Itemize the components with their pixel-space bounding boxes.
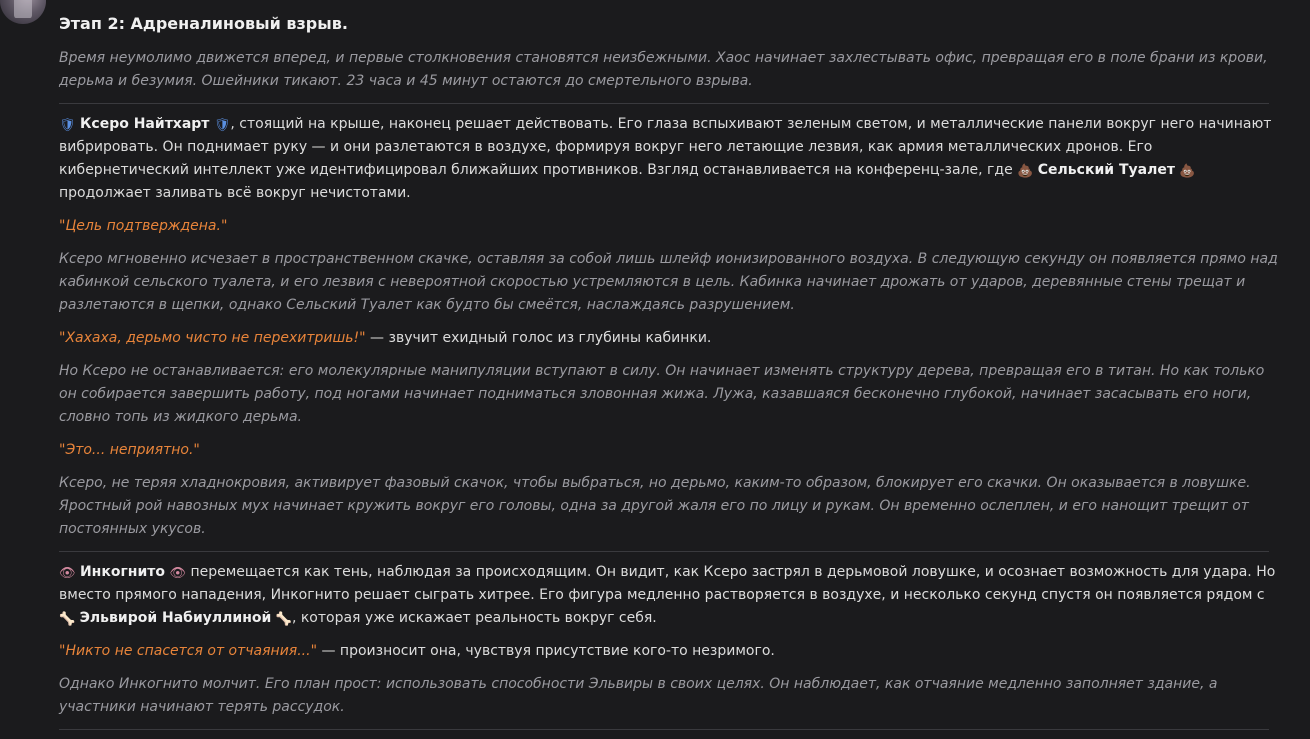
quote-tail: — произносит она, чувствуя присутствие кого-то незримого.: [317, 643, 775, 659]
quote-line: "Цель подтверждена.": [59, 218, 228, 234]
quote-line: "Никто не спасется от отчаяния...": [59, 643, 318, 659]
shield-icon: 🛡: [213, 118, 231, 133]
bone-icon: 🦴: [59, 612, 76, 627]
eye-icon: 👁: [169, 566, 186, 581]
message-title: Этап 2: Адреналиновый взрыв.: [59, 14, 348, 33]
divider: [59, 729, 1269, 730]
divider: [59, 551, 1269, 552]
narration: Ксеро мгновенно исчезает в пространственном скачке, оставляя за собой лишь шлейф ионизированного воздуха. В следующую секунду он появляется прямо над кабинкой сельского туалета, и его лезвия с невероятной скоростью устремляются в цель. Кабинка начинает дрожать от ударов, деревянные стены трещат и разлетаются в щепки, однако Сельский Туалет как будто бы смеётся, наслаждаясь разрушением.: [59, 251, 1278, 313]
narration: Ксеро, не теряя хладнокровия, активирует фазовый скачок, чтобы выбраться, но дерьмо, каким-то образом, блокирует его скачки. Он оказывается в ловушке. Яростный рой навозных мух начинает кружить вокруг его головы, одна за другой жаля его по лицу и рукам. Он временно ослеплен, и его нанощит трещит от постоянных укусов.: [59, 475, 1251, 537]
character-name-toilet: Сельский Туалет: [1037, 162, 1175, 178]
paragraph-incognito: [59, 561, 1279, 630]
paragraph-xero: [59, 113, 1279, 205]
quote-line: "Хахаха, дерьмо чисто не перехитришь!": [59, 330, 366, 346]
avatar[interactable]: [0, 0, 46, 24]
quote-tail: — звучит ехидный голос из глубины кабинки.: [365, 330, 712, 346]
intro-narration: Время неумолимо движется вперед, и первые столкновения становятся неизбежными. Хаос начинает захлестывать офис, превращая его в поле брани из крови, дерьма и безумия. Ошейники тикают. 23 часа и 45 минут остаются до смертельного взрыва.: [59, 50, 1268, 89]
poop-icon: 💩: [1179, 164, 1196, 179]
divider: [59, 103, 1269, 104]
eye-icon: 👁: [59, 566, 76, 581]
quote-paragraph: [59, 327, 1279, 350]
narration: Однако Инкогнито молчит. Его план прост: использовать способности Эльвиры в своих целях. Он наблюдает, как отчаяние медленно заполняет здание, а участники начинают терять рассудок.: [59, 676, 1218, 715]
bone-icon: 🦴: [275, 612, 292, 627]
paragraph-text: перемещается как тень, наблюдая за происходящим. Он видит, как Ксеро застрял в дерьмовой ловушке, и осознает возможность для удара. Но вместо прямого нападения, Инкогнито решает сыграть хитрее. Его фигура медленно растворяется в воздухе, и несколько секунд спустя он появляется рядом с: [59, 564, 1276, 603]
paragraph-text: , стоящий на крыше, наконец решает действовать. Его глаза вспыхивают зеленым светом, и металлические панели вокруг него начинают вибрировать. Он поднимает руку — и они разлетаются в воздухе, формируя вокруг него летающие лезвия, как армия металлических дронов. Его кибернетический интеллект уже идентифицировал ближайших противников. Взгляд останавливается на конференц-зале, где: [59, 116, 1272, 178]
character-name-xero: Ксеро Найтхарт: [79, 116, 210, 132]
chat-message: [59, 12, 1279, 739]
poop-icon: 💩: [1017, 164, 1034, 179]
quote-paragraph: [59, 640, 1279, 663]
shield-icon: 🛡: [59, 118, 76, 133]
character-name-elvira: Эльвирой Набиуллиной: [79, 610, 272, 626]
narration: Но Ксеро не останавливается: его молекулярные манипуляции вступают в силу. Он начинает изменять структуру дерева, превращая его в титан. Но как только он собирается завершить работу, под ногами начинает подниматься зловонная жижа. Лужа, казавшаяся бесконечно глубокой, начинает засасывать его ноги, словно топь из жидкого дерьма.: [59, 363, 1265, 425]
paragraph-text: продолжает заливать всё вокруг нечистотами.: [59, 185, 411, 201]
quote-line: "Это... неприятно.": [59, 442, 200, 458]
character-name-incognito: Инкогнито: [79, 564, 166, 580]
paragraph-text: , которая уже искажает реальность вокруг себя.: [291, 610, 657, 626]
